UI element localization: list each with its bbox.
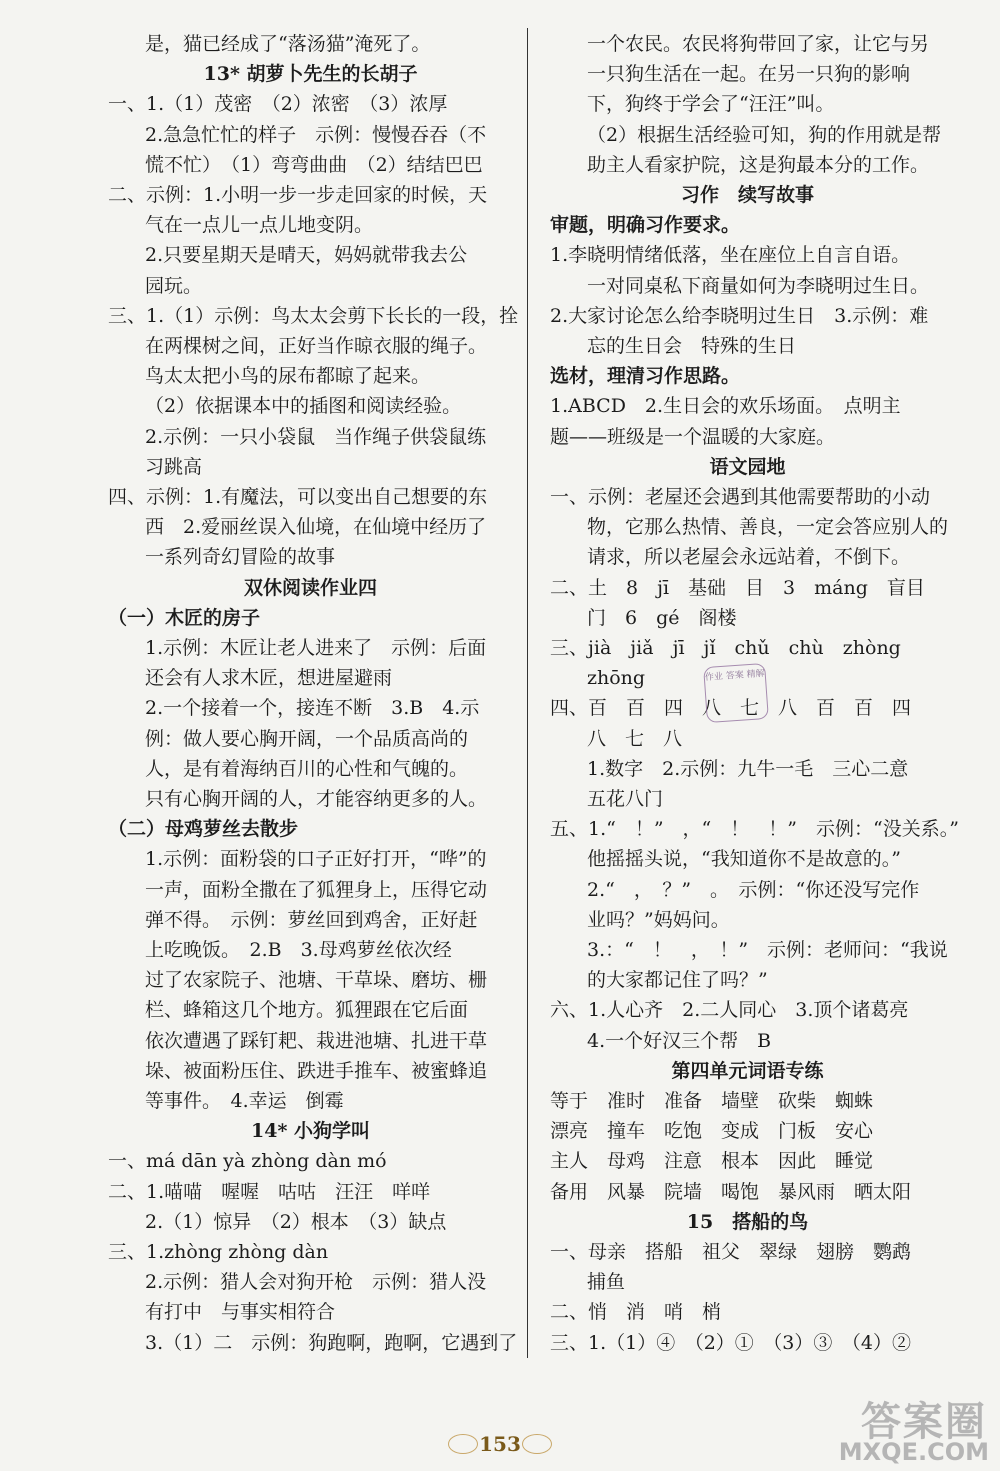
answer-line: 2.只要星期天是晴天，妈妈就带我去公 bbox=[145, 244, 468, 267]
answer-line: 2.示例：猎人会对狗开枪 示例：猎人没 bbox=[145, 1271, 487, 1294]
answer-line: 弹不得。 示例：萝丝回到鸡舍，正好赶 bbox=[145, 908, 478, 931]
answer-line: 备用 风暴 院墙 喝饱 暴风雨 晒太阳 bbox=[550, 1180, 912, 1203]
answer-line: 还会有人求木匠，想进屋避雨 bbox=[145, 667, 393, 690]
section-heading: （一）木匠的房子 bbox=[108, 606, 261, 629]
answer-line: 二、示例：1.小明一步一步走回家的时候，天 bbox=[108, 184, 488, 206]
answer-line: 垛、被面粉压住、跌进手推车、被蜜蜂追 bbox=[145, 1059, 488, 1082]
answer-line: 2.（1）惊异 （2）根本 （3）缺点 bbox=[145, 1210, 447, 1233]
section-heading: 审题，明确习作要求。 bbox=[550, 214, 741, 237]
watermark-logo-text: 答案圈 bbox=[861, 1399, 987, 1445]
answer-line: 一只狗生活在一起。在另一只狗的影响 bbox=[587, 63, 911, 86]
answer-line: 习跳高 bbox=[145, 455, 203, 478]
answer-line: 的大家都记住了吗？” bbox=[587, 969, 768, 992]
answer-line: 三、1.zhòng zhòng dàn bbox=[108, 1241, 329, 1263]
answer-line: 下，狗终于学会了“汪汪”叫。 bbox=[587, 93, 835, 116]
answer-line: 人，是有着海纳百川的心性和气魄的。 bbox=[145, 757, 469, 780]
answer-line: 助主人看家护院，这是狗最本分的工作。 bbox=[587, 153, 930, 176]
answer-line: zhōng bbox=[587, 667, 646, 690]
answer-line: 等事件。 4.幸运 倒霉 bbox=[145, 1090, 344, 1112]
answer-line: 四、示例：1.有魔法，可以变出自己想要的东 bbox=[108, 486, 488, 508]
answer-line: 忘的生日会 特殊的生日 bbox=[587, 335, 797, 357]
answer-line: 二、悄 消 哨 梢 bbox=[550, 1301, 722, 1324]
answer-line: 三、jià jiǎ jī jǐ chǔ chù zhòng bbox=[550, 637, 901, 659]
answer-line: 一对同桌私下商量如何为李晓明过生日。 bbox=[587, 274, 930, 297]
answer-line: 漂亮 撞车 吃饱 变成 门板 安心 bbox=[550, 1120, 874, 1143]
section-heading: 选材，理清习作思路。 bbox=[550, 365, 741, 388]
answer-line: 1.示例：木匠让老人进来了 示例：后面 bbox=[145, 637, 487, 659]
section-heading: 习作 续写故事 bbox=[680, 184, 814, 206]
answer-line: 气在一点儿一点儿地变阴。 bbox=[145, 214, 374, 237]
answer-line: 例：做人要心胸开阔，一个品质高尚的 bbox=[145, 727, 469, 750]
ornament-left-icon bbox=[448, 1434, 478, 1454]
watermark bbox=[810, 1390, 995, 1466]
stamp-seal bbox=[703, 663, 769, 723]
answer-line: 栏、蜂箱这几个地方。狐狸跟在它后面 bbox=[145, 999, 469, 1022]
section-heading: 语文园地 bbox=[709, 455, 786, 478]
answer-line: 园玩。 bbox=[145, 274, 203, 297]
answer-line: 4.一个好汉三个帮 B bbox=[587, 1029, 772, 1052]
section-heading: （二）母鸡萝丝去散步 bbox=[108, 818, 299, 841]
answer-line: 是，猫已经成了“落汤猫”淹死了。 bbox=[145, 33, 431, 55]
page-number bbox=[470, 1428, 530, 1460]
answer-line: 2.“ ， ？” 。 示例：“你还没写完作 bbox=[587, 878, 920, 901]
column-divider bbox=[527, 28, 528, 1358]
answer-line: 等于 准时 准备 墙壁 砍柴 蜘蛛 bbox=[550, 1090, 874, 1112]
answer-line: 二、1.喵喵 喔喔 咕咕 汪汪 咩咩 bbox=[108, 1180, 431, 1203]
answer-line: 请求，所以老屋会永远站着，不倒下。 bbox=[587, 546, 911, 569]
answer-line: 一、má dān yà zhòng dàn mó bbox=[108, 1150, 387, 1173]
answer-line: 1.李晓明情绪低落，坐在座位上自言自语。 bbox=[550, 244, 911, 267]
answer-line: 一个农民。农民将狗带回了家，让它与另 bbox=[587, 33, 930, 55]
section-heading: 第四单元词语专练 bbox=[671, 1059, 824, 1082]
answer-line: 1.ABCD 2.生日会的欢乐场面。 点明主 bbox=[550, 395, 901, 418]
answer-line: 一、母亲 搭船 祖父 翠绿 翅膀 鹦鹉 bbox=[550, 1241, 912, 1263]
answer-line: 依次遭遇了踩钉耙、栽进池塘、扎进干草 bbox=[145, 1029, 488, 1052]
section-heading: 双休阅读作业四 bbox=[243, 576, 377, 599]
answer-line: 八 七 八 bbox=[587, 727, 683, 750]
section-heading: 13* 胡萝卜先生的长胡子 bbox=[203, 63, 418, 86]
answer-line: 只有心胸开阔的人，才能容纳更多的人。 bbox=[145, 788, 488, 810]
answer-line: 题——班级是一个温暖的大家庭。 bbox=[550, 425, 836, 448]
answer-line: 2.示例：一只小袋鼠 当作绳子供袋鼠练 bbox=[145, 425, 487, 448]
answer-line: 一系列奇幻冒险的故事 bbox=[145, 546, 336, 569]
answer-line: 三、1.（1）示例：鸟太太会剪下长长的一段，拴 bbox=[108, 304, 519, 327]
answer-line: 主人 母鸡 注意 根本 因此 睡觉 bbox=[550, 1150, 874, 1173]
answer-line: 3.（1）二 示例：狗跑啊，跑啊，它遇到了 bbox=[145, 1331, 518, 1354]
answer-line: 慌不忙） （1）弯弯曲曲 （2）结结巴巴 bbox=[145, 153, 483, 176]
answer-line: 2.大家讨论怎么给李晓明过生日 3.示例：难 bbox=[550, 304, 929, 327]
watermark-url: MXQE.COM bbox=[838, 1438, 989, 1466]
answer-line: 西 2.爱丽丝误入仙境，在仙境中经历了 bbox=[145, 516, 487, 539]
answer-line: 过了农家院子、池塘、干草垛、磨坊、栅 bbox=[145, 969, 488, 992]
answer-line: 一、1.（1）茂密 （2）浓密 （3）浓厚 bbox=[108, 93, 448, 116]
answer-line: 物，它那么热情、善良，一定会答应别人的 bbox=[587, 516, 949, 539]
answer-line: 在两棵树之间，正好当作晾衣服的绳子。 bbox=[145, 335, 488, 357]
answer-line: 四、百 百 四 八 七 八 百 百 四 bbox=[550, 697, 912, 720]
answer-line: 鸟太太把小鸟的尿布都晾了起来。 bbox=[145, 365, 431, 388]
answer-line: 1.示例：面粉袋的口子正好打开，“哗”的 bbox=[145, 848, 487, 871]
answer-line: 五、1.“ ！” ，“ ！ ！” 示例：“没关系。” bbox=[550, 818, 959, 841]
answer-line: 一声，面粉全撒在了狐狸身上，压得它动 bbox=[145, 878, 488, 901]
answer-line: 上吃晚饭。 2.B 3.母鸡萝丝依次经 bbox=[145, 939, 452, 961]
answer-line: 三、1.（1）④ （2）① （3）③ （4）② bbox=[550, 1331, 911, 1354]
section-heading: 15 搭船的鸟 bbox=[686, 1210, 809, 1233]
answer-line: 业吗？”妈妈问。 bbox=[587, 908, 730, 931]
answer-line: （2）依据课本中的插图和阅读经验。 bbox=[145, 395, 462, 418]
section-heading: 14* 小狗学叫 bbox=[251, 1120, 370, 1143]
answer-line: 五花八门 bbox=[587, 788, 664, 810]
answer-line: 捕鱼 bbox=[587, 1271, 626, 1294]
answer-line: 2.一个接着一个，接连不断 3.B 4.示 bbox=[145, 697, 480, 720]
answer-line: 六、1.人心齐 2.二人同心 3.顶个诸葛亮 bbox=[550, 999, 909, 1022]
answer-line: 3.：“ ！ ， ！” 示例：老师问：“我说 bbox=[587, 939, 948, 961]
ornament-right-icon bbox=[522, 1434, 552, 1454]
stamp-text: 作业 答案 精解 bbox=[704, 668, 765, 684]
answer-line: 门 6 gé 阁楼 bbox=[587, 606, 737, 629]
answer-line: 一、示例：老屋还会遇到其他需要帮助的小动 bbox=[550, 486, 931, 508]
answer-line: 1.数字 2.示例：九牛一毛 三心二意 bbox=[587, 757, 909, 780]
answer-line: 2.急急忙忙的样子 示例：慢慢吞吞（不 bbox=[145, 123, 487, 146]
answer-line: （2）根据生活经验可知，狗的作用就是帮 bbox=[587, 123, 942, 146]
answer-line: 有打中 与事实相符合 bbox=[145, 1301, 336, 1324]
page-number-text: 153 bbox=[479, 1432, 521, 1456]
answer-line: 他摇摇头说，“我知道你不是故意的。” bbox=[587, 848, 901, 871]
answer-line: 二、土 8 jī 基础 目 3 máng 盲目 bbox=[550, 576, 925, 599]
